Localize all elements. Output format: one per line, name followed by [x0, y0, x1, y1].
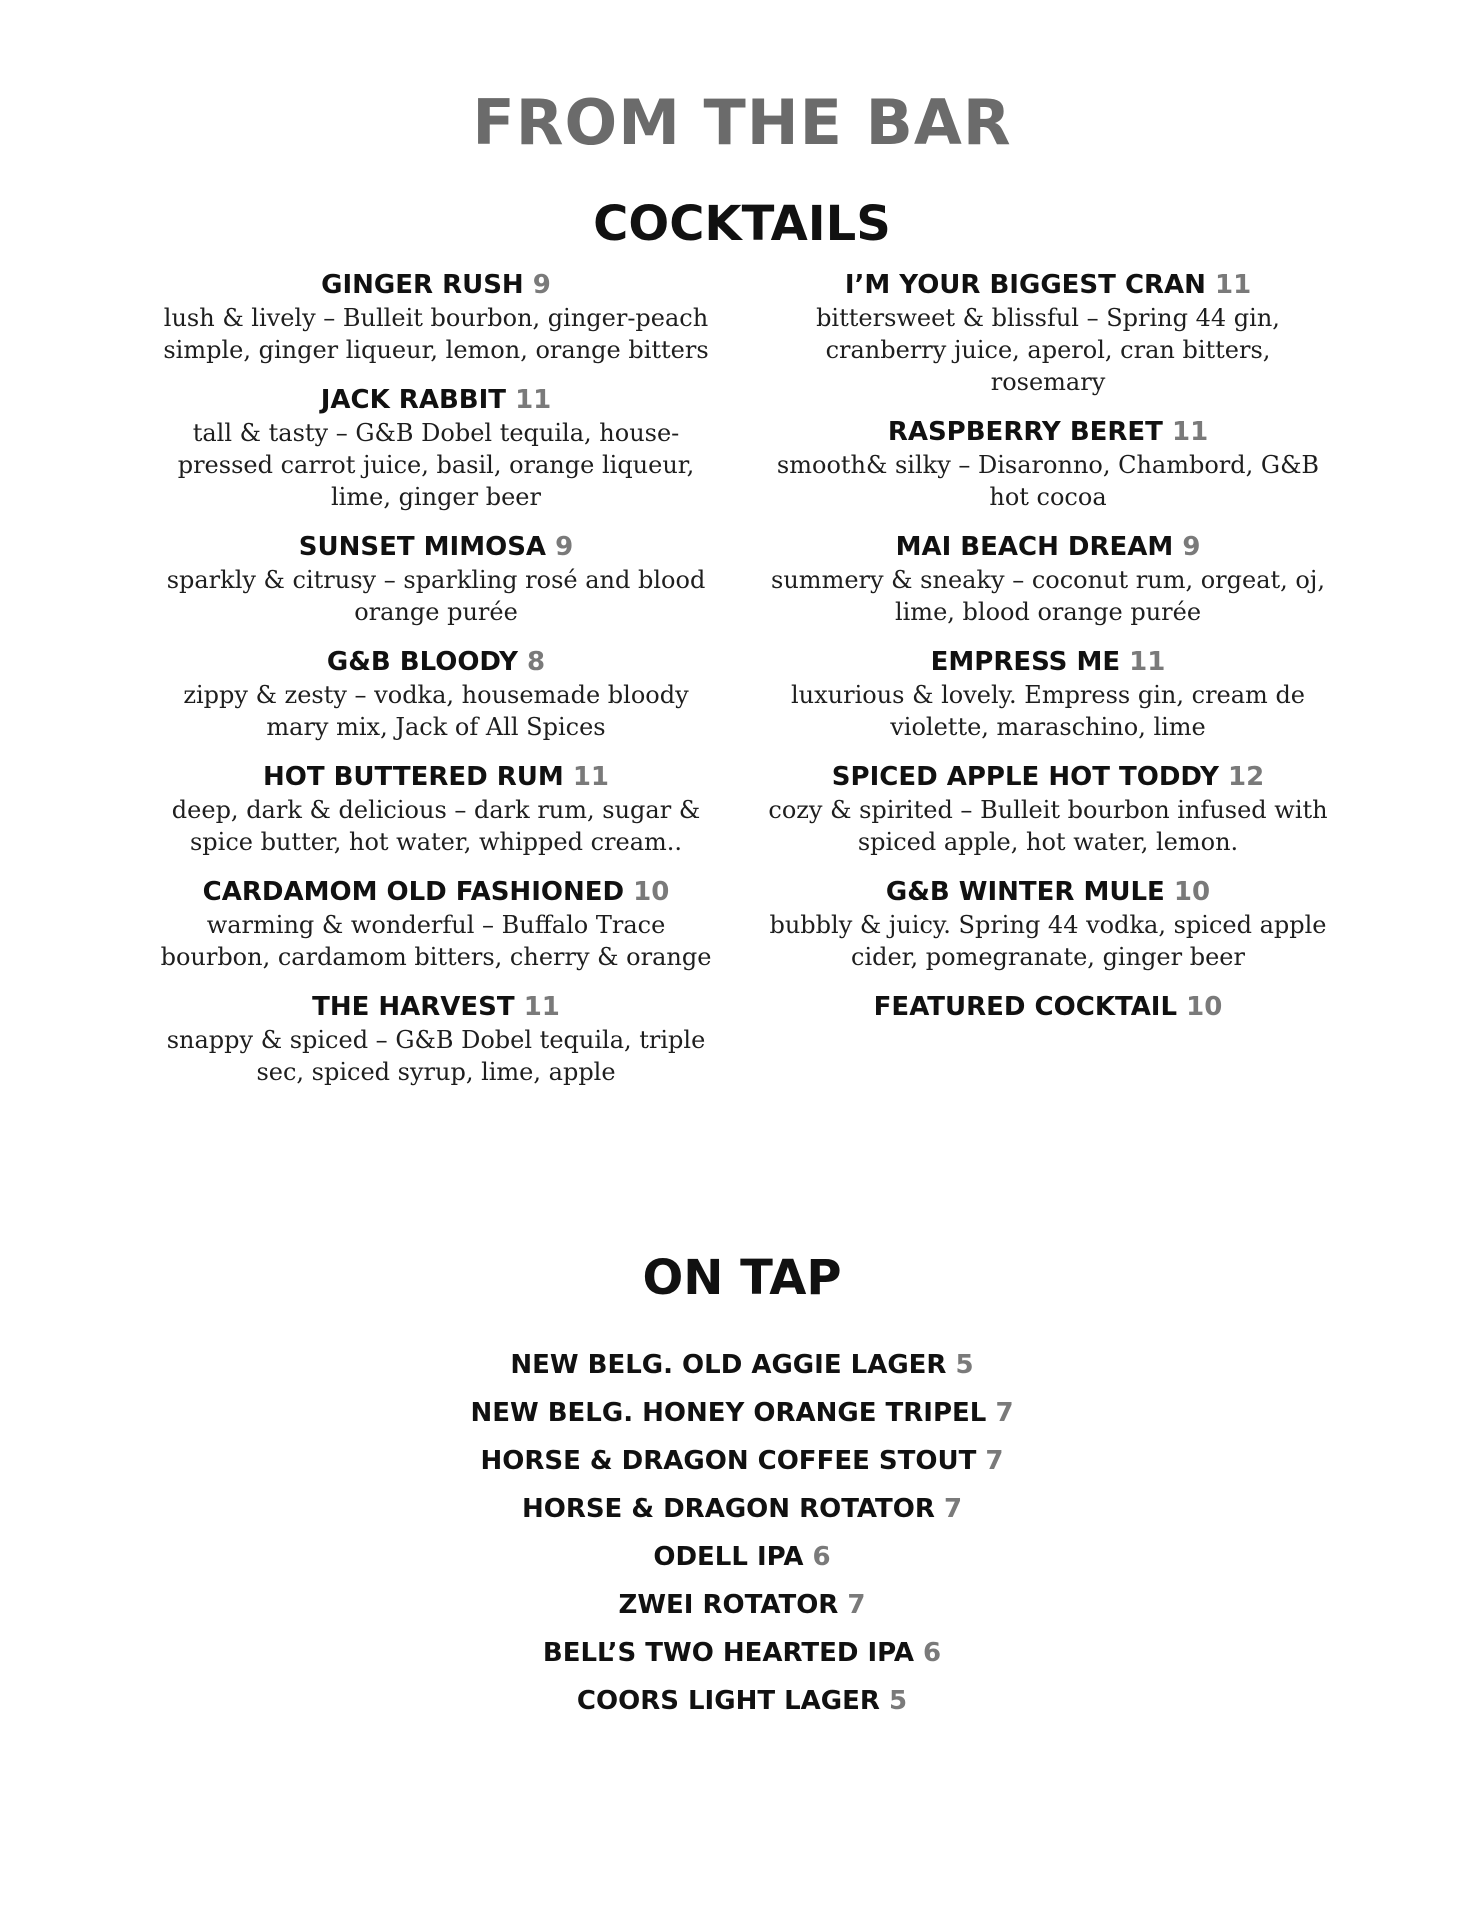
item-price: 11 [515, 385, 552, 415]
tap-price: 7 [985, 1446, 1004, 1476]
list-item [0, 1677, 1484, 1725]
list-item [0, 1581, 1484, 1629]
menu-item [768, 990, 1328, 1024]
item-price: 11 [1214, 270, 1252, 300]
tap-price: 7 [943, 1494, 963, 1524]
menu-item [768, 760, 1328, 858]
menu-item [156, 645, 716, 743]
list-item [0, 1389, 1484, 1437]
menu-item [768, 645, 1328, 743]
tap-price: 6 [812, 1542, 831, 1572]
item-price: 9 [532, 270, 551, 300]
item-name: CARDAMOM OLD FASHIONED [202, 877, 625, 907]
menu-item [156, 268, 716, 366]
menu-item [156, 760, 716, 858]
item-description: summery & sneaky – coconut rum, orgeat, oj, lime, blood orange purée [771, 566, 1325, 626]
item-price: 12 [1228, 762, 1265, 792]
menu-item [768, 530, 1328, 628]
list-item [0, 1485, 1484, 1533]
tap-price: 5 [955, 1350, 974, 1380]
menu-item [768, 268, 1328, 398]
tap-price: 7 [847, 1590, 866, 1620]
item-name: G&B WINTER MULE [885, 877, 1165, 907]
tap-price: 6 [923, 1638, 942, 1668]
item-price: 10 [1186, 992, 1223, 1022]
item-name: I’M YOUR BIGGEST CRAN [844, 270, 1206, 300]
item-name: SPICED APPLE HOT TODDY [831, 762, 1219, 792]
item-price: 8 [527, 647, 546, 677]
tap-name: BELL’S TWO HEARTED IPA [542, 1638, 914, 1668]
item-description: deep, dark & delicious – dark rum, sugar & spice butter, hot water, whipped cream.. [171, 796, 701, 856]
tap-name: NEW BELG. OLD AGGIE LAGER [510, 1350, 947, 1380]
item-description: tall & tasty – G&B Dobel tequila, house-pressed carrot juice, basil, orange liqueur, lime, ginger beer [177, 419, 695, 511]
item-description: cozy & spirited – Bulleit bourbon infused with spiced apple, hot water, lemon. [768, 796, 1328, 856]
tap-name: HORSE & DRAGON ROTATOR [521, 1494, 935, 1524]
item-price: 10 [633, 877, 670, 907]
item-price: 11 [1171, 417, 1209, 447]
page-title: FROM THE BAR [472, 86, 1012, 159]
item-description: zippy & zesty – vodka, housemade bloody mary mix, Jack of All Spices [183, 681, 689, 741]
tap-name: COORS LIGHT LAGER [576, 1686, 880, 1716]
item-description: bubbly & juicy. Spring 44 vodka, spiced apple cider, pomegranate, ginger beer [769, 911, 1327, 971]
item-name: RASPBERRY BERET [887, 417, 1163, 447]
item-description: sparkly & citrusy – sparkling rosé and blood orange purée [166, 566, 706, 626]
tap-name: HORSE & DRAGON COFFEE STOUT [480, 1446, 977, 1476]
tap-price: 7 [995, 1398, 1014, 1428]
list-item [0, 1533, 1484, 1581]
item-name: JACK RABBIT [320, 385, 506, 415]
tap-price: 5 [889, 1686, 908, 1716]
on-tap-heading: ON TAP [642, 1250, 842, 1306]
item-name: G&B BLOODY [326, 647, 518, 677]
tap-name: ZWEI ROTATOR [618, 1590, 839, 1620]
item-description: snappy & spiced – G&B Dobel tequila, triple sec, spiced syrup, lime, apple [166, 1026, 706, 1086]
item-price: 11 [1129, 647, 1166, 677]
menu-item [156, 530, 716, 628]
item-description: warming & wonderful – Buffalo Trace bourbon, cardamom bitters, cherry & orange [160, 911, 712, 971]
menu-item [768, 415, 1328, 513]
item-price: 10 [1173, 877, 1211, 907]
item-name: SUNSET MIMOSA [298, 532, 547, 562]
list-item [0, 1341, 1484, 1389]
item-name: MAI BEACH DREAM [895, 532, 1174, 562]
item-price: 11 [572, 762, 610, 792]
item-name: HOT BUTTERED RUM [262, 762, 564, 792]
tap-name: ODELL IPA [653, 1542, 804, 1572]
cocktails-left-column [156, 268, 716, 1105]
list-item [0, 1437, 1484, 1485]
menu-item [156, 875, 716, 973]
tap-name: NEW BELG. HONEY ORANGE TRIPEL [470, 1398, 987, 1428]
item-description: smooth& silky – Disaronno, Chambord, G&B hot cocoa [776, 451, 1320, 511]
item-description: luxurious & lovely. Empress gin, cream de violette, maraschino, lime [790, 681, 1306, 741]
item-name: FEATURED COCKTAIL [873, 992, 1178, 1022]
item-name: THE HARVEST [312, 992, 515, 1022]
item-name: GINGER RUSH [321, 270, 524, 300]
item-description: bittersweet & blissful – Spring 44 gin, cranberry juice, aperol, cran bitters, rosemary [816, 304, 1280, 396]
item-description: lush & lively – Bulleit bourbon, ginger-peach simple, ginger liqueur, lemon, orange bitters [163, 304, 709, 364]
cocktails-heading: COCKTAILS [593, 196, 891, 252]
menu-item [768, 875, 1328, 973]
cocktails-right-column [768, 268, 1328, 1041]
item-price: 9 [555, 532, 574, 562]
item-name: EMPRESS ME [930, 647, 1121, 677]
on-tap-list [0, 1341, 1484, 1725]
list-item [0, 1629, 1484, 1677]
menu-item [156, 990, 716, 1088]
item-price: 11 [523, 992, 560, 1022]
menu-item [156, 383, 716, 513]
item-price: 9 [1182, 532, 1201, 562]
